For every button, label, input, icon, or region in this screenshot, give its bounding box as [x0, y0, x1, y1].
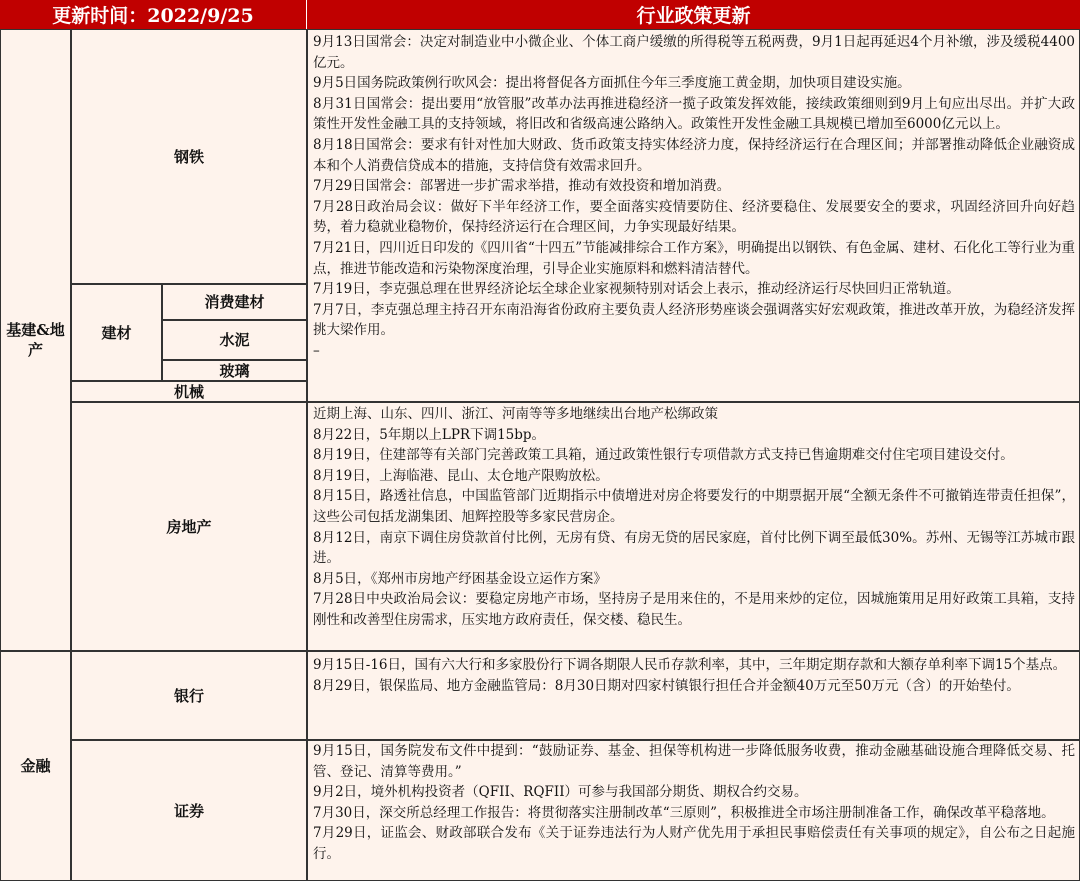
- subcategory-cement: 水泥: [162, 320, 307, 360]
- subcategory-glass: 玻璃: [162, 360, 307, 381]
- subcategory-bank: 银行: [71, 651, 307, 740]
- subcategory-securities: 证券: [71, 740, 307, 881]
- policy-cell-securities: [307, 740, 1080, 881]
- policy-item: 7月28日政治局会议：做好下半年经济工作，要全面落实疫情要防住、经济要稳住、发展要安全的要求，巩固经济回升向好趋势，着力稳就业稳物价，保持经济运行在合理区间，力争实现最好结果。: [313, 198, 1075, 236]
- subcategory-steel: 钢铁: [71, 29, 307, 284]
- policy-item: 8月22日，5年期以上LPR下调15bp。: [313, 426, 546, 443]
- subcategory-consumer-building-materials: 消费建材: [162, 284, 307, 320]
- policy-item: 7月21日，四川近日印发的《四川省“十四五”节能减排综合工作方案》，明确提出以钢铁、有色金属、建材、石化化工等行业为重点，推进节能改造和污染物深度治理，引导企业实施原料和燃料清洁替代。: [313, 239, 1075, 277]
- policy-item: 8月5日，《郑州市房地产纾困基金设立运作方案》: [313, 570, 607, 587]
- policy-item: 7月30日，深交所总经理工作报告：将贯彻落实注册制改革“三原则”，积极推进全市场注册制准备工作，确保改革平稳落地。: [313, 804, 1055, 821]
- policy-item: 9月5日国务院政策例行吹风会：提出将督促各方面抓住今年三季度施工黄金期，加快项目建设实施。: [313, 75, 911, 92]
- policy-item: 8月15日，路透社信息，中国监管部门近期指示中债增进对房企将要发行的中期票据开展“全额无条件不可撤销连带责任担保”，这些公司包括龙湖集团、旭辉控股等多家民营房企。: [313, 488, 1075, 525]
- policy-item: 9月15日-16日，国有六大行和多家股份行下调各期限人民币存款利率，其中，三年期定期存款和大额存单利率下调15个基点。: [313, 657, 1067, 673]
- policy-item: 8月19日，上海临港、昆山、太仓地产限购放松。: [313, 467, 609, 484]
- policy-item: 8月29日，银保监局、地方金融监管局：8月30日期对四家村镇银行担任合并金额40万元至50万元（含）的开始垫付。: [313, 677, 1020, 694]
- policy-item: 7月29日，证监会、财政部联合发布《关于证券违法行为人财产优先用于承担民事赔偿责任有关事项的规定》，自公布之日起施行。: [313, 825, 1075, 862]
- category-infra-realestate: 基建&地产: [0, 29, 71, 651]
- policy-cell-bank: [307, 651, 1080, 740]
- policy-cell-real-estate: [307, 402, 1080, 651]
- policy-cell-infra: [307, 29, 1080, 402]
- policy-item: 7月19日，李克强总理在世界经济论坛全球企业家视频特别对话会上表示，推动经济运行尽快回归正常轨道。: [313, 281, 960, 298]
- policy-item: 8月19日，住建部等有关部门完善政策工具箱，通过政策性银行专项借款方式支持已售逾期难交付住宅项目建设交付。: [313, 447, 1014, 464]
- policy-item: 9月15日，国务院发布文件中提到：“鼓励证券、基金、担保等机构进一步降低服务收费，推动金融基础设施合理降低交易、托管、登记、清算等费用。”: [313, 743, 1075, 780]
- policy-item: 9月2日，境外机构投资者（QFII、RQFII）可参与我国部分期货、期权合约交易。: [313, 784, 808, 801]
- policy-item: 7月28日中央政治局会议：要稳定房地产市场，坚持房子是用来住的，不是用来炒的定位，因城施策用足用好政策工具箱，支持刚性和改善型住房需求，压实地方政府责任，保交楼、稳民生。: [313, 591, 1075, 628]
- policy-item: 9月13日国常会：决定对制造业中小微企业、个体工商户缓缴的所得税等五税两费，9月1日起再延迟4个月补缴，涉及缓税4400亿元。: [313, 34, 1075, 71]
- policy-item: 近期上海、山东、四川、浙江、河南等等多地继续出台地产松绑政策: [313, 406, 718, 422]
- subcategory-real-estate: 房地产: [71, 402, 307, 651]
- subcategory-machinery: 机械: [71, 381, 307, 402]
- update-time-header: 更新时间：2022/9/25: [0, 0, 307, 29]
- policy-item: 7月7日，李克强总理主持召开东南沿海省份政府主要负责人经济形势座谈会强调落实好宏观政策，推进改革开放，为稳经济发挥挑大梁作用。: [313, 301, 1075, 339]
- policy-item: 8月12日，南京下调住房贷款首付比例，无房有贷、有房无贷的居民家庭，首付比例下调至最低30%。苏州、无锡等江苏城市跟进。: [313, 529, 1075, 567]
- policy-column-header: 行业政策更新: [307, 0, 1080, 29]
- policy-item: 8月31日国常会：提出要用“放管服”改革办法再推进稳经济一揽子政策发挥效能，接续政策细则到9月上旬应出尽出。并扩大政策性开发性金融工具的支持领域，将旧改和省级高速公路纳入。政策性开发性金融工具规模已增加至6000亿元以上。: [313, 95, 1075, 133]
- policy-item: –: [313, 342, 320, 359]
- policy-item: 7月29日国常会：部署进一步扩需求举措，推动有效投资和增加消费。: [313, 178, 731, 195]
- category-finance: 金融: [0, 651, 71, 881]
- policy-item: 8月18日国常会：要求有针对性加大财政、货币政策支持实体经济力度，保持经济运行在合理区间；并部署推动降低企业融资成本和个人消费信贷成本的措施，支持信贷有效需求回升。: [313, 136, 1075, 174]
- subcategory-building-materials: 建材: [71, 284, 162, 381]
